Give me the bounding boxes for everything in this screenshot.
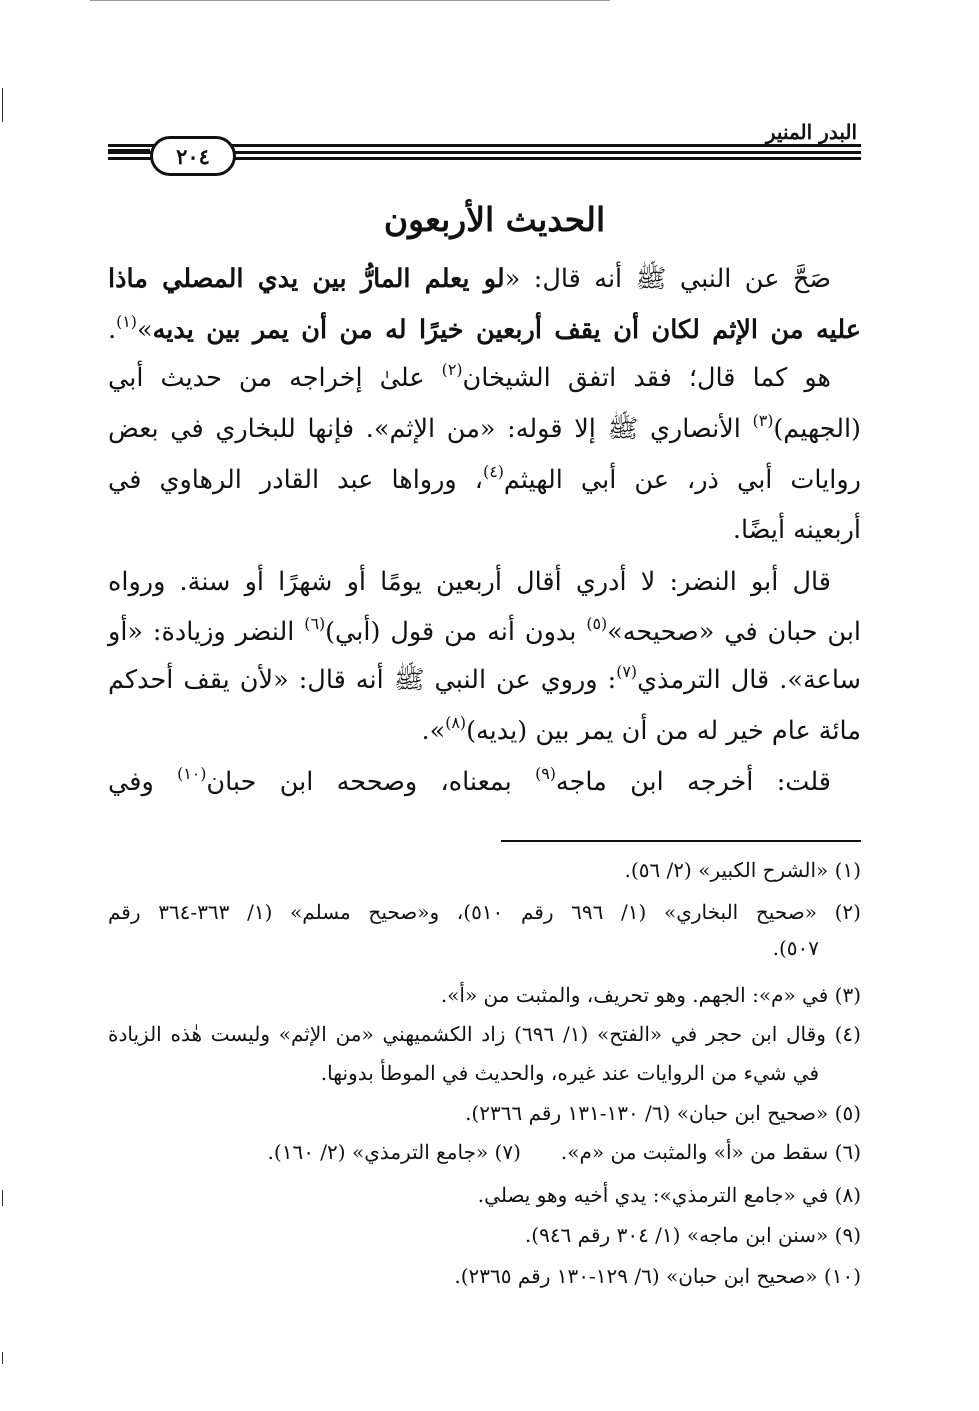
body-line: قال أبو النضر: لا أدري أقال أربعين يومًا أو شهرًا أو سنة. ورواه — [108, 567, 831, 597]
body-line: ابن حبان في «صحيحه»$^{(٥)}$ بدون أنه من قول (أبي)$^{(٦)}$ النضر وزيادة: «أو — [108, 613, 862, 647]
body-line: مائة عام خير له من أن يمر بين (يديه)$^{(٨)}$». — [421, 712, 861, 746]
body-line: قلت: أخرجه ابن ماجه$^{(٩)}$ بمعناه، وصححه ابن حبان$^{(١٠)}$ وفي — [108, 763, 831, 797]
footnote: (١٠) «صحيح ابن حبان» (٦/ ١٢٩-١٣٠ رقم ٢٣٦٥). — [454, 1264, 861, 1288]
footnote: (٥) «صحيح ابن حبان» (٦/ ١٣٠-١٣١ رقم ٢٣٦٦). — [465, 1101, 861, 1125]
footnote: (٨) في «جامع الترمذي»: يدي أخيه وهو يصلي. — [477, 1183, 861, 1207]
footnote-continuation: في شيء من الروايات عند غيره، والحديث في الموطأ بدونها. — [320, 1061, 819, 1085]
footnote: (٧) «جامع الترمذي» (٢/ ١٦٠). — [267, 1140, 521, 1164]
footnote: (٤) وقال ابن حجر في «الفتح» (١/ ٦٩٦) زاد الكشميهني «من الإثم» وليست هٰذه الزيادة — [108, 1022, 861, 1046]
footnote-continuation: ٥٠٧). — [772, 936, 819, 960]
body-line: ساعة». قال الترمذي$^{(٧)}$: وروي عن النبي ﷺ أنه قال: «لأن يقف أحدكم — [108, 661, 861, 695]
footnote: (٩) «سنن ابن ماجه» (١/ ٣٠٤ رقم ٩٤٦). — [524, 1223, 861, 1247]
footnote: (٦) سقط من «أ» والمثبت من «م». — [560, 1140, 861, 1164]
body-line: روايات أبي ذر، عن أبي الهيثم$^{(٤)}$، ورواها عبد القادر الرهاوي في — [108, 461, 861, 495]
footnote-separator — [501, 840, 861, 842]
footnote: (١) «الشرح الكبير» (٢/ ٥٦). — [624, 858, 861, 882]
body-line: أربعينه أيضًا. — [732, 515, 861, 545]
scan-edge-left — [2, 88, 3, 122]
body-line: هو كما قال؛ فقد اتفق الشيخان$^{(٢)}$ علىٰ إخراجه من حديث أبي — [108, 359, 831, 393]
body-line: (الجهيم)$^{(٣)}$ الأنصاري ﷺ إلا قوله: «من الإثم». فإنها للبخاري في بعض — [108, 410, 861, 444]
page-number: ٢٠٤ — [176, 143, 210, 169]
footnote: (٢) «صحيح البخاري» (١/ ٦٩٦ رقم ٥١٠)، و«صحيح مسلم» (١/ ٣٦٣-٣٦٤ رقم — [108, 900, 861, 924]
body-line: عليه من الإثم لكان أن يقف أربعين خيرًا له من أن يمر بين يديه»$^{(١)}$. — [108, 311, 861, 345]
footnote: (٣) في «م»: الجهم. وهو تحريف، والمثبت من «أ». — [440, 983, 861, 1007]
body-line: صَحَّ عن النبي ﷺ أنه قال: «لو يعلم المارُّ بين يدي المصلي ماذا — [108, 264, 831, 294]
scan-edge-left — [2, 1352, 3, 1364]
footnote-row — [108, 1142, 861, 1162]
running-title: البدر المنير — [765, 120, 857, 144]
scan-edge-left — [2, 1190, 3, 1206]
section-title: الحديث الأربعون — [383, 200, 606, 239]
